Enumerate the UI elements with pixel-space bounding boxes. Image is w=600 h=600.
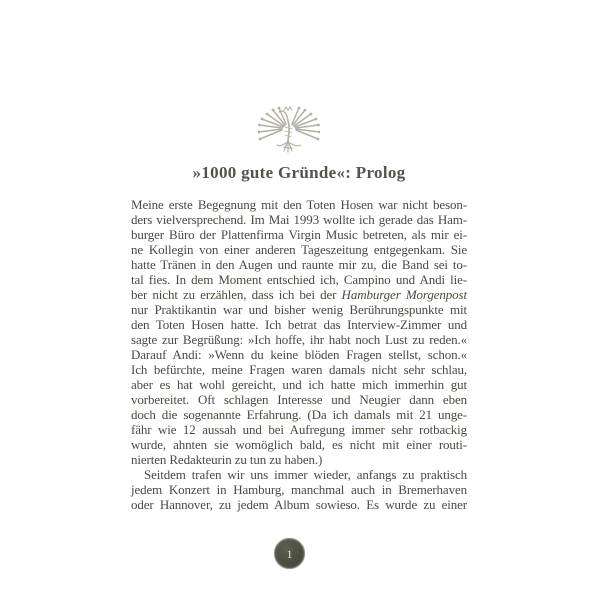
text-segment: sagte zur Begrüßung: »Ich hoffe, ihr habt noch Lust zu reden.« xyxy=(131,332,467,347)
text-segment: Meine erste Begegnung mit den Toten Hosen war nicht beson- xyxy=(131,197,467,212)
text-line xyxy=(131,482,467,497)
text-segment: aber es hat wohl gereicht, und ich hatte mich immerhin gut xyxy=(131,377,467,392)
text-line xyxy=(131,272,467,287)
bundesadler-eagle-icon xyxy=(258,106,320,154)
page-number: 1 xyxy=(286,546,293,561)
text-line xyxy=(131,332,467,347)
text-line xyxy=(131,302,467,317)
text-segment: Seitdem trafen wir uns immer wieder, anfangs zu praktisch xyxy=(144,467,467,482)
text-line xyxy=(131,227,467,242)
text-line xyxy=(131,392,467,407)
text-line xyxy=(131,422,467,437)
text-segment: fähr wie 12 aussah und bei Aufregung immer sehr rotbackig xyxy=(131,422,467,437)
text-line xyxy=(131,497,467,512)
text-segment: jedem Konzert in Hamburg, manchmal auch in Bremerhaven xyxy=(131,482,467,497)
text-segment: Ich befürchte, meine Fragen waren damals nicht sehr schlau, xyxy=(131,362,467,377)
text-line xyxy=(131,287,467,302)
text-line xyxy=(131,347,467,362)
text-segment: ber nicht zu erzählen, dass ich bei der xyxy=(131,287,342,302)
text-segment: vorbereitet. Oft schlagen Interesse und Neugier dann eben xyxy=(131,392,467,407)
text-segment: nur Praktikantin war und bisher wenig Berührungspunkte mit xyxy=(131,302,467,317)
text-segment: wurde, ahnten sie womöglich bald, es nicht mit einer routi- xyxy=(131,437,467,452)
text-segment: ne Kollegin von einer anderen Tageszeitung entgegenkam. Sie xyxy=(131,242,467,257)
page-number-badge xyxy=(274,538,305,569)
text-line xyxy=(131,437,467,452)
text-segment: Darauf Andi: »Wenn du keine blöden Fragen stellst, schon.« xyxy=(131,347,467,362)
chapter-heading: »1000 gute Gründe«: Prolog xyxy=(192,163,406,182)
text-line xyxy=(131,197,467,212)
text-segment: hatte Tränen in den Augen und raunte mir zu, die Band sei to- xyxy=(131,257,467,272)
text-line xyxy=(131,377,467,392)
text-line xyxy=(131,257,467,272)
text-segment: den Toten Hosen hatte. Ich betrat das Interview-Zimmer und xyxy=(131,317,467,332)
text-line xyxy=(131,362,467,377)
text-segment: ders vielversprechend. Im Mai 1993 wollte ich gerade das Ham- xyxy=(131,212,467,227)
text-line xyxy=(131,242,467,257)
text-line xyxy=(131,452,467,467)
text-line xyxy=(131,407,467,422)
text-line xyxy=(131,467,467,482)
text-segment: nierten Redakteurin zu tun zu haben.) xyxy=(131,452,323,467)
text-line xyxy=(131,317,467,332)
text-line xyxy=(131,212,467,227)
text-segment: tal fies. In dem Moment entschied ich, Campino und Andi lie- xyxy=(131,272,467,287)
body-text-block xyxy=(131,197,467,512)
text-segment: oder Hannover, zu jedem Album sowieso. Es wurde zu einer xyxy=(131,497,467,512)
text-segment: burger Büro der Plattenfirma Virgin Music betreten, als mir ei- xyxy=(131,227,467,242)
italic-text-segment: Hamburger Morgenpost xyxy=(341,287,467,302)
text-segment: doch die sogenannte Erfahrung. (Da ich damals mit 21 unge- xyxy=(131,407,467,422)
